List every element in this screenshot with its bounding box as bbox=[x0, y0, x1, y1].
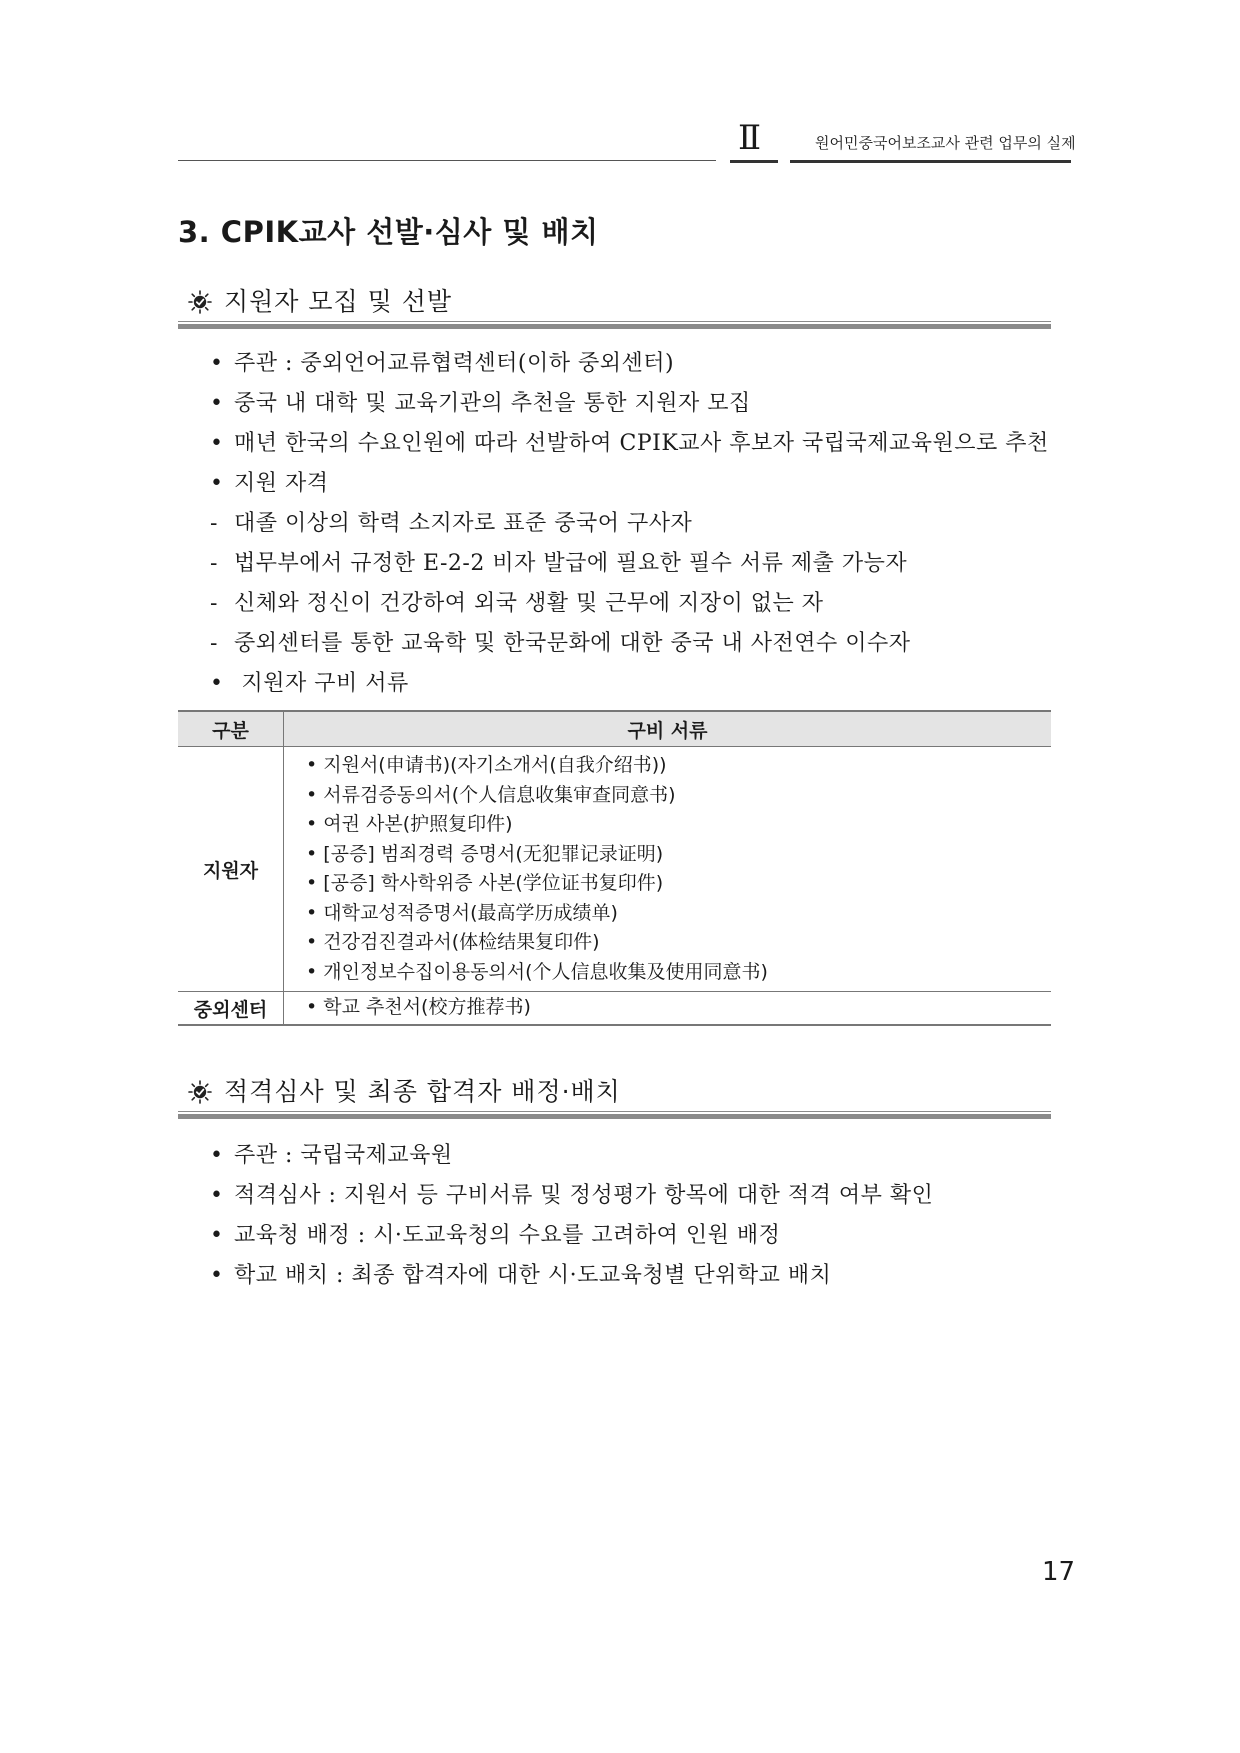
table-row bbox=[178, 747, 1051, 992]
list-item: • 적격심사 : 지원서 등 구비서류 및 정성평가 항목에 대한 적격 여부 확인 bbox=[210, 1183, 934, 1208]
list-item: • 지원자 구비 서류 bbox=[210, 671, 409, 696]
list-item: • 학교 배치 : 최종 합격자에 대한 시·도교육청별 단위학교 배치 bbox=[210, 1263, 832, 1288]
chapter-number-underline bbox=[730, 160, 778, 163]
sun-check-icon bbox=[188, 1080, 212, 1104]
screening-list bbox=[210, 1136, 933, 1296]
document-item: • 여권 사본(护照复印件) bbox=[306, 810, 1051, 840]
document-item: • [공증] 학사학위증 사본(学位证书复印件) bbox=[306, 869, 1051, 899]
column-header-documents: 구비 서류 bbox=[284, 711, 1052, 747]
header-rule-left bbox=[178, 160, 716, 161]
document-item: • [공증] 범죄경력 증명서(无犯罪记录证明) bbox=[306, 840, 1051, 870]
list-item: - 대졸 이상의 학력 소지자로 표준 중국어 구사자 bbox=[210, 511, 693, 536]
document-item: • 학교 추천서(校方推荐书) bbox=[306, 993, 1051, 1023]
list-item: - 중외센터를 통한 교육학 및 한국문화에 대한 중국 내 사전연수 이수자 bbox=[210, 631, 911, 656]
section-title: 3. CPIK교사 선발·심사 및 배치 bbox=[178, 215, 599, 249]
subsection-heading-screening bbox=[188, 1076, 621, 1108]
row-documents bbox=[284, 747, 1052, 992]
chapter-number: Ⅱ bbox=[738, 118, 762, 158]
subsection-rule bbox=[178, 324, 1051, 329]
list-item: • 주관 : 국립국제교육원 bbox=[210, 1143, 453, 1168]
document-item: • 지원서(申请书)(자기소개서(自我介绍书)) bbox=[306, 751, 1051, 781]
page-number: 17 bbox=[1042, 1557, 1076, 1587]
list-item: • 중국 내 대학 및 교육기관의 추천을 통한 지원자 모집 bbox=[210, 391, 751, 416]
list-item: • 교육청 배정 : 시·도교육청의 수요를 고려하여 인원 배정 bbox=[210, 1223, 781, 1248]
column-header-category: 구분 bbox=[178, 711, 284, 747]
recruitment-list bbox=[210, 344, 1049, 704]
table-header-row bbox=[178, 711, 1051, 747]
required-documents-table bbox=[178, 710, 1051, 1026]
list-item: • 주관 : 중외언어교류협력센터(이하 중외센터) bbox=[210, 351, 675, 376]
document-item: • 대학교성적증명서(最高学历成绩单) bbox=[306, 899, 1051, 929]
header-rule-right bbox=[790, 160, 1071, 163]
document-item: • 서류검증동의서(个人信息收集审查同意书) bbox=[306, 781, 1051, 811]
subsection-title: 지원자 모집 및 선발 bbox=[224, 287, 453, 316]
list-item: • 지원 자격 bbox=[210, 471, 329, 496]
row-category: 중외센터 bbox=[178, 992, 284, 1026]
list-item: - 신체와 정신이 건강하여 외국 생활 및 근무에 지장이 없는 자 bbox=[210, 591, 824, 616]
chapter-title: 원어민중국어보조교사 관련 업무의 실제 bbox=[815, 134, 1076, 152]
document-item: • 개인정보수집이용동의서(个人信息收集及使用同意书) bbox=[306, 958, 1051, 988]
list-item: • 매년 한국의 수요인원에 따라 선발하여 CPIK교사 후보자 국립국제교육원으로 추천 bbox=[210, 431, 1049, 456]
row-documents bbox=[284, 992, 1052, 1026]
document-item: • 건강검진결과서(体检结果复印件) bbox=[306, 928, 1051, 958]
subsection-title: 적격심사 및 최종 합격자 배정·배치 bbox=[224, 1077, 621, 1106]
list-item: - 법무부에서 규정한 E-2-2 비자 발급에 필요한 필수 서류 제출 가능자 bbox=[210, 551, 908, 576]
table-row bbox=[178, 992, 1051, 1026]
row-category: 지원자 bbox=[178, 747, 284, 992]
sun-check-icon bbox=[188, 290, 212, 314]
subsection-heading-recruitment bbox=[188, 286, 452, 318]
subsection-rule bbox=[178, 1114, 1051, 1119]
